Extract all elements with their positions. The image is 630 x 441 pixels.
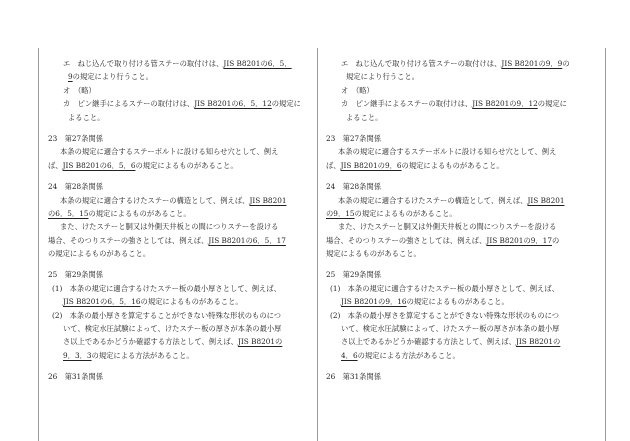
text-run: (1) 本条の規定に適合するけたステー板の最小厚さとして、例えば、 <box>330 283 559 293</box>
paragraph-gap <box>326 260 598 268</box>
text-run: の <box>562 59 570 68</box>
text-run: 規定によるものがあること。 <box>326 249 421 259</box>
text-line <box>326 322 598 335</box>
text-run: また、けたステーと胴又は外側天井板との間につりステーを設ける <box>338 222 557 232</box>
text-run: ば、 <box>326 160 341 170</box>
text-line <box>326 282 598 295</box>
jis-reference: の6．5．15 <box>48 208 89 218</box>
text-run: 本条の規定に適合するステーボルトに設ける知らせ穴として、例え <box>338 147 557 157</box>
text-run: (1) 本条の規定に適合するけたステー板の最小厚さとして、例えば、 <box>52 283 281 293</box>
text-line <box>48 159 313 172</box>
text-line <box>48 57 313 70</box>
text-run: いて、検定水圧試験によって、けたステー板の厚さが本条の最小厚 <box>63 324 282 334</box>
paragraph-gap <box>326 124 598 132</box>
text-line <box>48 247 313 260</box>
jis-reference: JIS B8201の9．6 <box>340 160 402 170</box>
paragraph-gap <box>326 172 598 180</box>
text-line <box>48 194 313 207</box>
jis-reference: JIS B8201の9．17 <box>486 235 552 245</box>
jis-reference: JIS B8201の9．12 <box>472 99 538 109</box>
paragraph-gap <box>48 260 313 268</box>
text-run: (2) 本条の最小厚さを算定することができない特殊な形状のものにつ <box>52 310 282 320</box>
text-run: 23 第27条関係 <box>48 133 104 143</box>
text-run: 場合、そのつりステーの強さとしては、例えば、 <box>48 235 209 245</box>
text-run: エ ねじ込んで取り付ける管ステーの取付けは、 <box>63 59 224 68</box>
text-run: さ以上であるかどうか確認する方法として、例えば、 <box>341 337 516 347</box>
text-line <box>326 370 598 383</box>
text-run: カ ピン継手によるステーの取付けは、 <box>63 99 195 109</box>
revised-text-column <box>48 57 313 384</box>
text-line <box>326 207 598 220</box>
text-line <box>326 97 598 110</box>
jis-reference: JIS B8201の6．5．12 <box>194 99 272 109</box>
text-line <box>48 370 313 383</box>
jis-reference: JIS B8201 <box>527 195 565 205</box>
text-run: オ （略） <box>341 85 374 95</box>
paragraph-gap <box>326 362 598 370</box>
jis-reference: JIS B8201の <box>237 337 283 347</box>
text-line <box>326 268 598 281</box>
paragraph-gap <box>48 362 313 370</box>
text-run: ば、 <box>48 160 63 170</box>
text-line <box>48 234 313 247</box>
text-line <box>326 145 598 158</box>
text-line <box>326 57 598 70</box>
text-line <box>48 295 313 308</box>
text-line <box>48 207 313 220</box>
column-divider-right <box>605 48 606 441</box>
text-line <box>48 97 313 110</box>
jis-reference: JIS B8201の6．5． <box>223 59 292 68</box>
jis-reference: の9．15 <box>326 208 355 218</box>
text-run: エ ねじ込んで取り付ける管ステーの取付けは、 <box>341 59 502 68</box>
text-run: の規定による方法があること。 <box>91 350 194 360</box>
text-line <box>326 349 598 362</box>
text-line <box>48 145 313 158</box>
text-line <box>326 194 598 207</box>
text-run: の規定に <box>271 99 301 109</box>
text-line <box>48 309 313 322</box>
text-run: よること。 <box>346 112 383 122</box>
text-run: 26 第31条関係 <box>48 372 104 382</box>
text-run: の規定によるものがあること。 <box>48 249 151 259</box>
text-line <box>326 132 598 145</box>
text-run: いて、検定水圧試験によって、けたステー板の厚さが本条の最小厚 <box>341 324 560 334</box>
jis-reference: 4．6 <box>341 350 358 360</box>
text-run: 23 第27条関係 <box>326 133 382 143</box>
text-line <box>326 159 598 172</box>
column-divider-center <box>317 48 318 441</box>
text-run: 26 第31条関係 <box>326 372 382 382</box>
text-line <box>326 234 598 247</box>
current-text-column <box>326 57 598 384</box>
text-run: 本条の規定に適合するステーボルトに設ける知らせ穴として、例え <box>60 147 279 157</box>
text-line <box>48 132 313 145</box>
text-line <box>48 70 313 83</box>
text-run: カ ピン継手によるステーの取付けは、 <box>341 99 473 109</box>
text-run: よること。 <box>68 112 105 122</box>
jis-reference: 9 <box>68 72 73 82</box>
text-line <box>326 70 598 83</box>
paragraph-gap <box>48 124 313 132</box>
text-run: の規定によるものがあること。 <box>135 160 238 170</box>
text-run: また、けたステーと胴又は外側天井板との間につりステーを設ける <box>60 222 279 232</box>
text-line <box>326 111 598 124</box>
text-line <box>48 84 313 97</box>
text-line <box>326 247 598 260</box>
jis-reference: 9．3．3 <box>63 350 92 360</box>
text-run: 規定により行うこと。 <box>346 72 419 82</box>
text-run: の規定に <box>537 99 567 109</box>
text-line <box>326 180 598 193</box>
text-run: オ （略） <box>63 85 96 95</box>
text-run: の規定によるものがあること。 <box>88 208 191 218</box>
text-line <box>326 84 598 97</box>
text-run: の <box>551 235 560 245</box>
jis-reference: JIS B8201の9．16 <box>341 297 407 307</box>
text-run: の規定によるものがあること。 <box>140 297 243 307</box>
paragraph-gap <box>48 172 313 180</box>
text-line <box>48 111 313 124</box>
text-line <box>48 220 313 233</box>
text-line <box>48 268 313 281</box>
jis-reference: JIS B8201の <box>515 337 561 347</box>
text-line <box>326 335 598 348</box>
text-run: の規定によるものがあること。 <box>406 297 509 307</box>
column-divider-left <box>38 48 39 441</box>
text-line <box>48 335 313 348</box>
text-run: の規定により行うこと。 <box>72 72 153 82</box>
text-line <box>48 180 313 193</box>
text-run: 本条の規定に適合するけたステーの構造として、例えば、 <box>338 195 528 205</box>
text-line <box>48 282 313 295</box>
text-run: 25 第29条関係 <box>326 270 382 280</box>
jis-reference: JIS B8201の6．5．16 <box>63 297 141 307</box>
text-line <box>48 349 313 362</box>
text-run: 24 第28条関係 <box>48 182 104 192</box>
text-run: 本条の規定に適合するけたステーの構造として、例えば、 <box>60 195 250 205</box>
text-run: 24 第28条関係 <box>326 182 382 192</box>
jis-reference: JIS B8201の6．5．6 <box>62 160 136 170</box>
jis-reference: JIS B8201の6．5．17 <box>208 235 286 245</box>
text-run: の規定によるものがあること。 <box>354 208 457 218</box>
text-run: の規定によるものがあること。 <box>401 160 504 170</box>
text-line <box>326 295 598 308</box>
text-run: 場合、そのつりステーの強さとしては、例えば、 <box>326 235 487 245</box>
text-run: (2) 本条の最小厚さを算定することができない特殊な形状のものにつ <box>330 310 560 320</box>
text-line <box>48 322 313 335</box>
text-run: の規定による方法があること。 <box>357 350 460 360</box>
jis-reference: JIS B8201の9．9 <box>501 59 563 68</box>
text-line <box>326 220 598 233</box>
text-run: 25 第29条関係 <box>48 270 104 280</box>
text-run: さ以上であるかどうか確認する方法として、例えば、 <box>63 337 238 347</box>
jis-reference: JIS B8201 <box>249 195 287 205</box>
text-line <box>326 309 598 322</box>
